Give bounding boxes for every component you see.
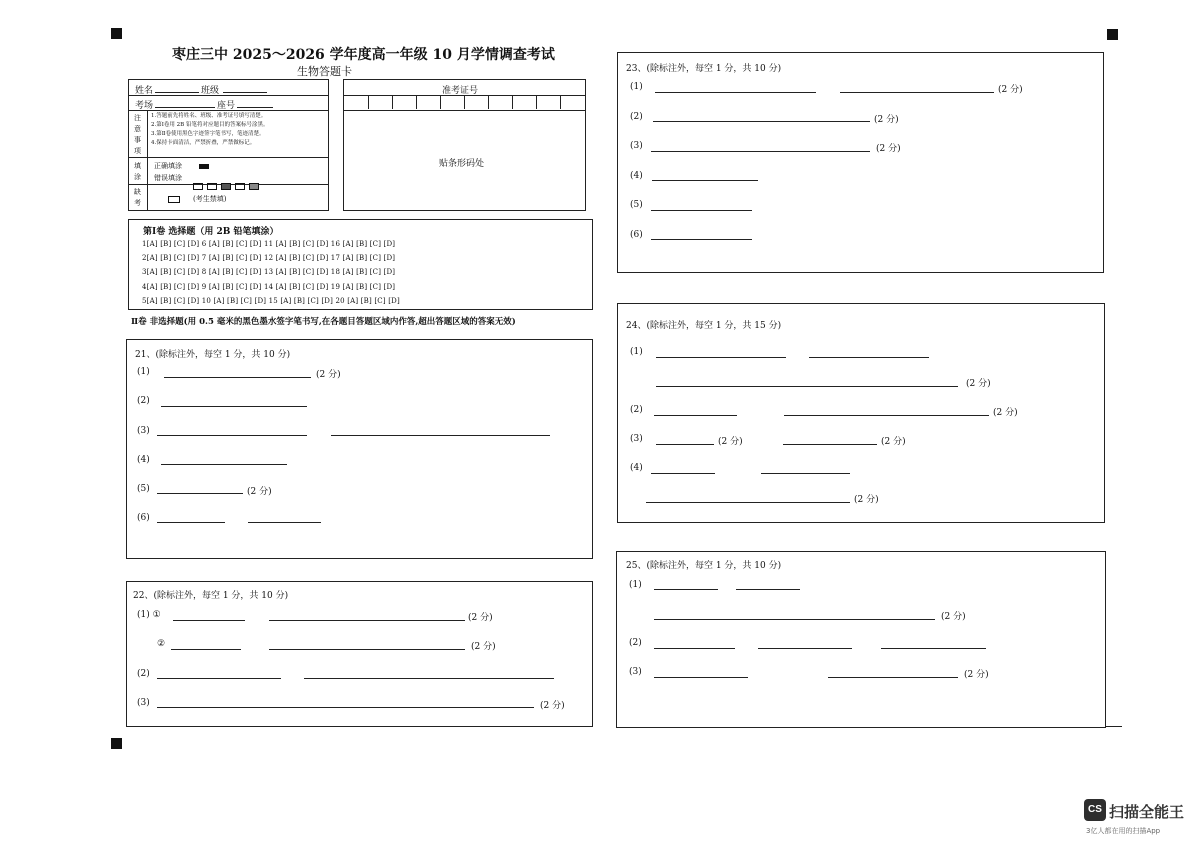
absent-label-2: 考 [134, 199, 141, 207]
q22-answer-1b[interactable] [269, 620, 465, 621]
q25-label-2: (2) [629, 638, 642, 648]
q21-answer-1[interactable] [164, 377, 311, 378]
q24-score-4: (2 分) [854, 495, 879, 505]
notice-label-3: 事 [134, 136, 141, 144]
q25-answer-2c[interactable] [881, 648, 986, 649]
q24-answer-3a[interactable] [656, 444, 714, 445]
q24-score-3b: (2 分) [881, 437, 906, 447]
corner-marker-bl [111, 738, 122, 749]
q25-answer-2a[interactable] [654, 648, 735, 649]
q21-answer-3a[interactable] [157, 435, 307, 436]
q22-label-2: (2) [137, 669, 150, 679]
notice-label-1: 注 [134, 114, 141, 122]
notice-label-2: 意 [134, 125, 141, 133]
q24-answer-1b[interactable] [809, 357, 929, 358]
q22-answer-1a[interactable] [173, 620, 245, 621]
q21-answer-5[interactable] [157, 493, 243, 494]
q24-label-3: (3) [630, 434, 643, 444]
camscanner-tagline: 3亿人都在用的扫描App [1086, 827, 1161, 835]
q22-score-3: (2 分) [540, 701, 565, 711]
choice-row-3[interactable]: 3[A] [B] [C] [D] 8 [A] [B] [C] [D] 13 [A] [B] [C] [D] 18 [A] [B] [C] [D] [142, 268, 396, 276]
q23-answer-3[interactable] [651, 151, 870, 152]
q22-label-1-2: ② [157, 639, 166, 649]
q22-label-3: (3) [137, 698, 150, 708]
q22-box [126, 581, 593, 727]
part2-title: Ⅱ卷 非选择题(用 0.5 毫米的黑色墨水签字笔书写,在各题目答题区域内作答,超出答题区域的答案无效) [131, 317, 516, 327]
part1-choice-box [128, 219, 593, 310]
room-field[interactable] [155, 107, 215, 108]
part1-title: 第Ⅰ卷 选择题（用 2B 铅笔填涂） [143, 227, 279, 237]
barcode-area-label: 贴条形码处 [439, 159, 485, 169]
q21-label-1: (1) [137, 367, 150, 377]
q21-title: 21、(除标注外，每空 1 分，共 10 分) [135, 350, 291, 360]
q23-answer-4[interactable] [652, 180, 758, 181]
q22-title: 22、(除标注外，每空 1 分，共 10 分) [133, 591, 289, 601]
student-info-box [128, 79, 329, 211]
q23-answer-6[interactable] [651, 239, 752, 240]
choice-row-1[interactable]: 1[A] [B] [C] [D] 6 [A] [B] [C] [D] 11 [A] [B] [C] [D] 16 [A] [B] [C] [D] [142, 240, 396, 248]
q24-label-1: (1) [630, 347, 643, 357]
class-field[interactable] [223, 92, 267, 93]
q25-answer-2b[interactable] [758, 648, 852, 649]
q24-answer-3b[interactable] [783, 444, 877, 445]
q23-label-4: (4) [630, 171, 643, 181]
absent-note: (考生禁填) [193, 195, 227, 203]
page-title: 枣庄三中 2025～2026 学年度高一年级 10 月学情调查考试 [172, 47, 555, 63]
q22-answer-3a[interactable] [157, 678, 281, 679]
q21-label-3: (3) [137, 426, 150, 436]
q21-label-2: (2) [137, 396, 150, 406]
q24-answer-4c[interactable] [646, 502, 850, 503]
q22-score-2: (2 分) [471, 642, 496, 652]
q25-label-3: (3) [629, 667, 642, 677]
q21-answer-6b[interactable] [248, 522, 321, 523]
seat-label: 座号 [217, 101, 236, 111]
q23-answer-2[interactable] [653, 121, 870, 122]
q24-answer-4a[interactable] [651, 473, 715, 474]
q23-answer-1a[interactable] [655, 92, 816, 93]
q25-answer-1b[interactable] [736, 589, 800, 590]
choice-row-5[interactable]: 5[A] [B] [C] [D] 10 [A] [B] [C] [D] 15 [A] [B] [C] [D] 20 [A] [B] [C] [D] [142, 297, 400, 305]
q24-score-3a: (2 分) [718, 437, 743, 447]
page-subtitle: 生物答题卡 [297, 65, 352, 78]
exam-number-label: 准考证号 [442, 86, 479, 96]
correct-fill-label: 正确填涂 [154, 162, 182, 170]
q24-answer-4b[interactable] [761, 473, 850, 474]
notice-1: 1.答题前先将姓名、班级、准考证号填写清楚。 [151, 113, 267, 119]
fill-label-1: 填 [134, 162, 141, 170]
q25-answer-3b[interactable] [828, 677, 958, 678]
q24-box [617, 303, 1105, 523]
q24-score-1: (2 分) [966, 379, 991, 389]
q21-answer-2[interactable] [161, 406, 307, 407]
class-label: 班级 [201, 86, 220, 96]
camscanner-name: 扫描全能王 [1109, 803, 1185, 821]
corner-marker-tr [1107, 29, 1118, 40]
q23-label-6: (6) [630, 230, 643, 240]
q22-label-1: (1) ① [137, 610, 161, 620]
q21-answer-6a[interactable] [157, 522, 225, 523]
q25-answer-3a[interactable] [654, 677, 748, 678]
q23-label-5: (5) [630, 200, 643, 210]
q23-label-2: (2) [630, 112, 643, 122]
q21-label-4: (4) [137, 455, 150, 465]
q24-title: 24、(除标注外，每空 1 分，共 15 分) [626, 321, 782, 331]
q23-title: 23、(除标注外，每空 1 分，共 10 分) [626, 64, 782, 74]
q25-score-3: (2 分) [964, 670, 989, 680]
q22-answer-2a[interactable] [171, 649, 241, 650]
q21-box [126, 339, 593, 559]
q23-score-1: (2 分) [998, 85, 1023, 95]
q24-answer-2b[interactable] [784, 415, 989, 416]
exam-number-box [343, 79, 586, 211]
exam-number-cells[interactable] [344, 95, 585, 110]
q25-answer-1c[interactable] [654, 619, 935, 620]
camscanner-logo: CS [1084, 799, 1106, 821]
q25-answer-1a[interactable] [654, 589, 718, 590]
q21-label-5: (5) [137, 484, 150, 494]
q23-answer-5[interactable] [651, 210, 752, 211]
seat-field[interactable] [237, 107, 273, 108]
q22-answer-2b[interactable] [269, 649, 465, 650]
notice-3: 3.第Ⅱ卷使用黑色字迹签字笔书写，笔迹清楚。 [151, 131, 265, 137]
fill-label-2: 涂 [134, 173, 141, 181]
q25-score-1: (2 分) [941, 612, 966, 622]
q25-box [616, 551, 1106, 728]
q23-label-1: (1) [630, 82, 643, 92]
q24-score-2: (2 分) [993, 408, 1018, 418]
q24-answer-1a[interactable] [656, 357, 786, 358]
q23-box [617, 52, 1104, 273]
q21-answer-3b[interactable] [331, 435, 550, 436]
absent-label-1: 缺 [134, 188, 141, 196]
absent-checkbox[interactable] [168, 196, 180, 203]
q23-answer-1b[interactable] [840, 92, 994, 93]
name-label: 姓名 [135, 86, 154, 96]
notice-label-4: 项 [134, 147, 141, 155]
choice-row-4[interactable]: 4[A] [B] [C] [D] 9 [A] [B] [C] [D] 14 [A] [B] [C] [D] 19 [A] [B] [C] [D] [142, 283, 396, 291]
q25-title: 25、(除标注外，每空 1 分，共 10 分) [626, 561, 782, 571]
corner-marker-tl [111, 28, 122, 39]
q21-answer-4[interactable] [161, 464, 287, 465]
q25-edge-line [1106, 726, 1122, 727]
q22-answer-4[interactable] [157, 707, 534, 708]
q22-score-1: (2 分) [468, 613, 493, 623]
q24-answer-2a[interactable] [654, 415, 737, 416]
room-label: 考场 [135, 101, 154, 111]
wrong-fill-label: 错误填涂 [154, 174, 182, 182]
q21-score-1: (2 分) [316, 370, 341, 380]
q24-label-2: (2) [630, 405, 643, 415]
q21-score-5: (2 分) [247, 487, 272, 497]
q23-score-3: (2 分) [876, 144, 901, 154]
q21-label-6: (6) [137, 513, 150, 523]
notice-2: 2.第Ⅰ卷用 2B 铅笔将对应题目的答案标号涂黑。 [151, 122, 269, 128]
q24-answer-1c[interactable] [656, 386, 958, 387]
name-field[interactable] [155, 92, 199, 93]
q23-label-3: (3) [630, 141, 643, 151]
wrong-fill-samples [193, 175, 259, 194]
q23-score-2: (2 分) [874, 115, 899, 125]
q25-label-1: (1) [629, 580, 642, 590]
choice-row-2[interactable]: 2[A] [B] [C] [D] 7 [A] [B] [C] [D] 12 [A] [B] [C] [D] 17 [A] [B] [C] [D] [142, 254, 396, 262]
correct-fill-sample [199, 164, 209, 169]
notice-4: 4.保持卡面清洁，严禁折叠，严禁做标记。 [151, 140, 256, 146]
q24-label-4: (4) [630, 463, 643, 473]
q22-answer-3b[interactable] [304, 678, 554, 679]
